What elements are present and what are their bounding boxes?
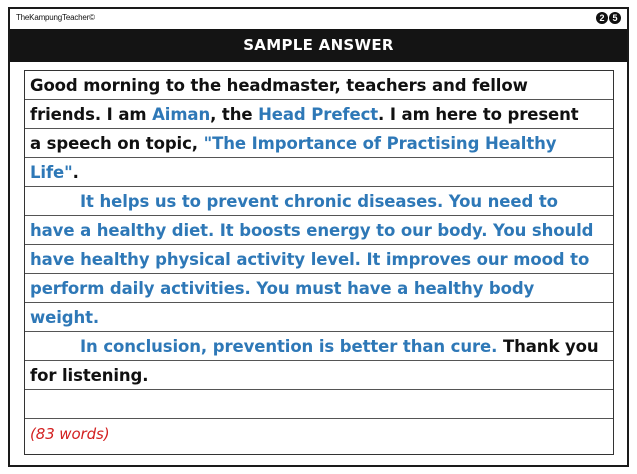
- answer-lines: [24, 70, 614, 455]
- answer-line-2: friends. I am Aiman, the Head Prefect. I am here to present: [25, 100, 613, 129]
- answer-line-8: perform daily activities. You must have a healthy body: [25, 274, 613, 303]
- answer-line-9: weight.: [25, 303, 613, 332]
- answer-line-7: have healthy physical activity level. It improves our mood to: [25, 245, 613, 274]
- word-count-line: [25, 419, 613, 448]
- answer-line-6: have a healthy diet. It boosts energy to our body. You should: [25, 216, 613, 245]
- answer-line-4: Life".: [25, 158, 613, 187]
- top-bar: [10, 9, 627, 29]
- speaker-name: Aiman: [152, 105, 211, 124]
- worksheet-frame: [8, 7, 629, 467]
- answer-line-1: Good morning to the headmaster, teachers and fellow: [25, 71, 613, 100]
- speaker-role: Head Prefect: [258, 105, 379, 124]
- section-header: SAMPLE ANSWER: [10, 29, 627, 62]
- answer-line-3: a speech on topic, "The Importance of Practising Healthy: [25, 129, 613, 158]
- page-number: [596, 12, 621, 24]
- brand-credit: TheKampungTeacher©: [16, 13, 95, 22]
- page-digit-2: 5: [609, 12, 621, 24]
- answer-line-11: for listening.: [25, 361, 613, 390]
- page-digit-1: 2: [596, 12, 608, 24]
- speech-topic: "The Importance of Practising Healthy: [203, 134, 557, 153]
- word-count: (83 words): [30, 425, 110, 443]
- answer-line-10: In conclusion, prevention is better than cure. Thank you: [25, 332, 613, 361]
- answer-line-5: It helps us to prevent chronic diseases. You need to: [25, 187, 613, 216]
- answer-line-12: [25, 390, 613, 419]
